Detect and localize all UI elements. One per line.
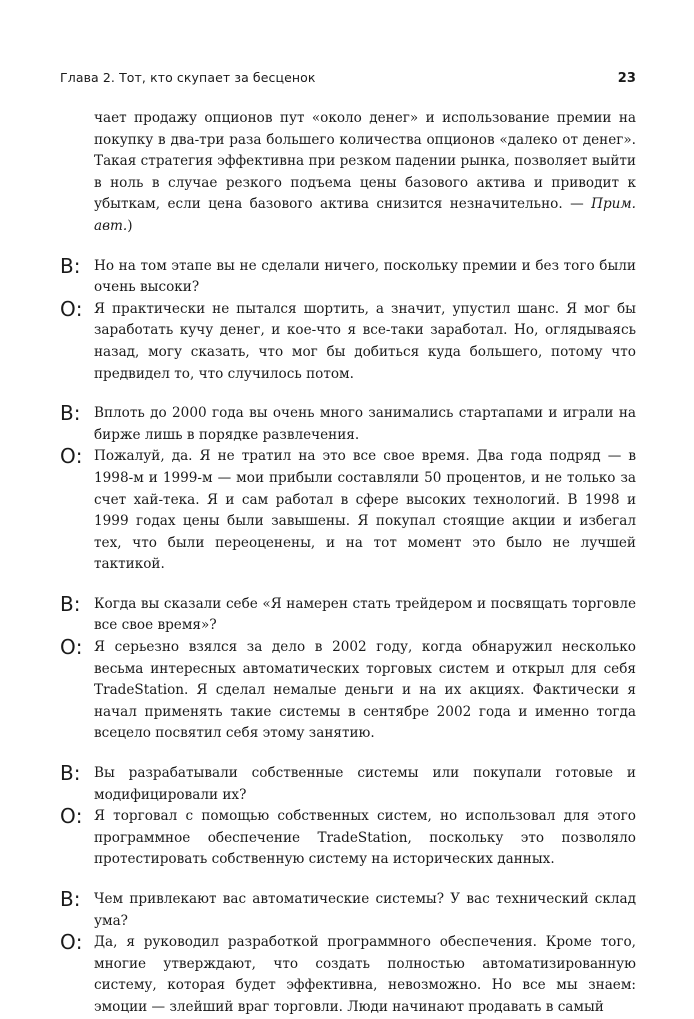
continued-footnote-paragraph bbox=[60, 108, 636, 238]
answer-text: Я торговал с помощью собственных систем, но использовал для этого программное обеспечение TradeStation, поскольку это позволяло протестировать собственную систему на исторических данных. bbox=[94, 808, 636, 868]
question-row bbox=[60, 591, 636, 637]
author-note-label: Прим. авт. bbox=[94, 196, 636, 234]
question-row bbox=[60, 253, 636, 299]
answer-marker: О: bbox=[60, 635, 83, 660]
answer-row bbox=[60, 806, 636, 871]
question-row bbox=[60, 889, 636, 932]
question-marker: В: bbox=[60, 761, 81, 786]
chapter-title: Глава 2. Тот, кто скупает за бесценок bbox=[60, 70, 316, 85]
lead-text: чает продажу опционов пут «около денег» и использование премии на покупку в два-три раза большего количества опционов «далеко от денег». Такая стратегия эффективна при резком падении рынка, позволяет выйти в ноль в случае резкого подъема цены базового актива и приводит к убыткам, если цена базового актива снизится незначительно. — bbox=[94, 110, 636, 213]
question-row bbox=[60, 763, 636, 806]
answer-marker: О: bbox=[60, 930, 83, 955]
answer-text: Я практически не пытался шортить, а значит, упустил шанс. Я мог бы заработать кучу денег, и кое-что я все-таки заработал. Но, оглядываясь назад, могу сказать, что мог бы добиться куда большего, потому что предвидел то, что случилось потом. bbox=[94, 300, 636, 382]
lead-tail: ) bbox=[127, 217, 133, 234]
question-text: Вы разрабатывали собственные системы или покупали готовые и модифицировали их? bbox=[94, 765, 636, 803]
answer-text: Да, я руководил разработкой программного обеспечения. Кроме того, многие утверждают, что создать полностью автоматизированную систему, которая будет эффективна, невозможно. Но все мы знаем: эмоции — злейший враг торговли. Люди начинают продавать в самый bbox=[94, 934, 636, 1015]
answer-row bbox=[60, 296, 636, 385]
answer-row bbox=[60, 637, 636, 745]
question-marker: В: bbox=[60, 887, 81, 911]
question-marker: В: bbox=[60, 253, 81, 278]
answer-row bbox=[60, 446, 636, 576]
question-marker: В: bbox=[60, 591, 81, 616]
qa-block-1 bbox=[60, 253, 636, 386]
question-row bbox=[60, 403, 636, 446]
answer-marker: О: bbox=[60, 296, 83, 321]
qa-block-3 bbox=[60, 591, 636, 745]
page-number: 23 bbox=[617, 71, 636, 86]
question-text: Вплоть до 2000 года вы очень много занимались стартапами и играли на бирже лишь в порядке развлечения. bbox=[94, 405, 636, 443]
answer-text: Я серьезно взялся за дело в 2002 году, когда обнаружил несколько весьма интересных автоматических торговых систем и открыл для себя TradeStation. Я сделал немалые деньги и на их акциях. Фактически я начал применять такие системы в сентябре 2002 года и именно тогда всецело посвятил себя этому занятию. bbox=[94, 639, 636, 742]
answer-text: Пожалуй, да. Я не тратил на это все свое время. Два года подряд — в 1998-м и 1999-м — мои прибыли составляли 50 процентов, и не только за счет хай-тека. Я и сам работал в сфере высоких технологий. В 1998 и 1999 годах цены были завышены. Я покупал стоящие акции и избегал тех, что были переоценены, и на тот момент это было не лучшей тактикой. bbox=[94, 448, 636, 573]
running-header bbox=[60, 70, 636, 86]
answer-marker: О: bbox=[60, 444, 83, 469]
question-text: Но на том этапе вы не сделали ничего, поскольку премии и без того были очень высоки? bbox=[94, 257, 636, 296]
question-marker: В: bbox=[60, 401, 81, 426]
question-text: Когда вы сказали себе «Я намерен стать трейдером и посвящать торговле все свое время»? bbox=[94, 595, 636, 634]
question-text: Чем привлекают вас автоматические системы? У вас технический склад ума? bbox=[94, 891, 636, 929]
qa-block-2 bbox=[60, 403, 636, 576]
page-body bbox=[60, 108, 636, 1019]
qa-block-5 bbox=[60, 889, 636, 1019]
qa-block-4 bbox=[60, 763, 636, 871]
answer-marker: О: bbox=[60, 804, 83, 829]
answer-row bbox=[60, 932, 636, 1018]
